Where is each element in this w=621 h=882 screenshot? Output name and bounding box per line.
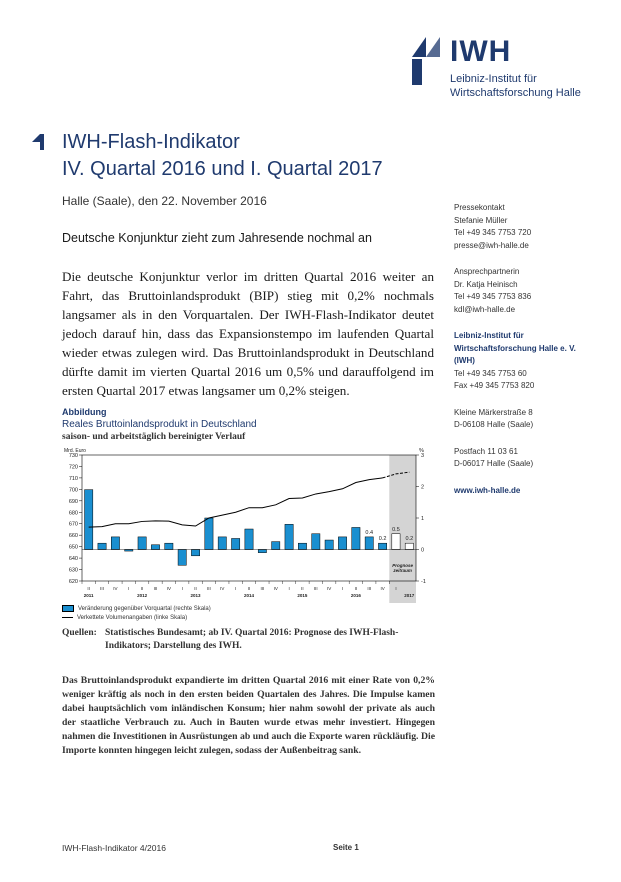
- iwh-logo: [412, 35, 592, 110]
- press-contact: [454, 202, 614, 252]
- figure-sources: [62, 627, 437, 653]
- legend-bar-label: Veränderung gegenüber Vorquartal (rechte Skala): [78, 605, 211, 612]
- quarter-label: II: [354, 586, 358, 591]
- footer-page-number: Seite 1: [333, 843, 359, 852]
- forecast-label-line-1: Prognose: [392, 563, 414, 568]
- contact-column: [454, 202, 614, 511]
- growth-bar: [298, 543, 306, 549]
- year-label: 2011: [83, 593, 94, 598]
- left-tick-label: 690: [68, 498, 78, 505]
- postbox: Postfach 11 03 61: [454, 446, 518, 456]
- growth-bar: [285, 524, 293, 549]
- left-tick-label: 650: [68, 544, 78, 551]
- quarter-label: I: [235, 586, 237, 591]
- growth-bar: [405, 543, 413, 549]
- sources-text: Statistisches Bundesamt; ab IV. Quartal 2016: Prognose des IWH-Flash-Indikators; Darstellung des IWH.: [105, 628, 399, 651]
- growth-bar: [272, 542, 280, 550]
- growth-bar: [125, 550, 133, 552]
- institute-fax: Fax +49 345 7753 820: [454, 381, 535, 390]
- quarter-label: I: [395, 586, 397, 591]
- quarter-label: IV: [327, 586, 332, 591]
- quarter-label: IV: [113, 586, 118, 591]
- year-label: 2015: [297, 593, 308, 598]
- legend-line-label: Verkettete Volumenangaben (linke Skala): [77, 614, 188, 621]
- partner-tel: Tel +49 345 7753 836: [454, 292, 532, 301]
- legend-line-swatch: [62, 617, 73, 618]
- quarter-label: II: [247, 586, 251, 591]
- headline: Deutsche Konjunktur zieht zum Jahresende nochmal an: [62, 231, 372, 245]
- partner-mail[interactable]: kdl@iwh-halle.de: [454, 304, 516, 314]
- quarter-label: I: [181, 586, 183, 591]
- quarter-label: IV: [166, 586, 171, 591]
- left-tick-label: 680: [68, 510, 78, 517]
- quarter-label: I: [128, 586, 130, 591]
- postcity: D-06017 Halle (Saale): [454, 459, 534, 468]
- bar-data-label: 0.4: [365, 529, 374, 536]
- growth-bar: [392, 534, 400, 550]
- bar-data-label: 0.5: [392, 526, 400, 533]
- left-tick-label: 670: [68, 521, 78, 528]
- left-axis-unit: Mrd. Euro: [64, 448, 86, 454]
- growth-bar: [378, 543, 386, 549]
- year-label: 2013: [190, 593, 201, 598]
- figure-title: Reales Bruttoinlandsprodukt in Deutschland: [62, 419, 257, 430]
- growth-bar: [312, 534, 320, 550]
- partner-contact: [454, 266, 614, 316]
- growth-bar: [151, 545, 159, 550]
- partner-name: Dr. Katja Heinisch: [454, 279, 518, 289]
- growth-bar: [325, 540, 333, 549]
- quarter-label: II: [194, 586, 197, 591]
- growth-bar: [231, 538, 239, 549]
- press-tel: Tel +49 345 7753 720: [454, 228, 532, 237]
- institute-tel: Tel +49 345 7753 60: [454, 368, 527, 378]
- growth-bar: [352, 527, 360, 549]
- growth-bar: [191, 550, 199, 556]
- gdp-chart: [58, 443, 438, 623]
- right-tick-label: 2: [421, 484, 425, 491]
- city: D-06108 Halle (Saale): [454, 420, 534, 429]
- quarter-label: IV: [273, 586, 278, 591]
- logo-wordmark: IWH: [450, 35, 512, 68]
- legend-item-level: [62, 613, 211, 622]
- right-axis-unit: %: [419, 448, 424, 454]
- quarter-label: II: [87, 586, 90, 591]
- left-tick-label: 640: [68, 556, 78, 563]
- dateline: Halle (Saale), den 22. November 2016: [62, 194, 267, 208]
- press-label: Pressekontakt: [454, 203, 505, 212]
- footer-publication: IWH-Flash-Indikator 4/2016: [62, 843, 166, 853]
- quarter-label: II: [140, 586, 144, 591]
- year-label: 2012: [137, 593, 148, 598]
- left-tick-label: 730: [68, 453, 78, 459]
- level-line: [89, 478, 383, 527]
- page-title-line-2: IV. Quartal 2016 und I. Quartal 2017: [62, 158, 383, 180]
- growth-bar: [365, 537, 373, 550]
- quarter-label: I: [341, 586, 344, 591]
- quarter-label: III: [313, 586, 318, 591]
- quarter-label: III: [260, 586, 265, 591]
- forecast-label-line-2: zeitraum: [393, 568, 412, 573]
- year-label: 2017: [404, 593, 415, 598]
- growth-bar: [178, 550, 186, 566]
- growth-bar: [205, 518, 213, 550]
- postal-address: [454, 446, 614, 471]
- growth-bar: [111, 537, 119, 550]
- quarter-label: III: [367, 586, 372, 591]
- quarter-label: III: [100, 586, 104, 591]
- growth-bar: [245, 529, 253, 549]
- legend-bar-swatch: [62, 605, 74, 612]
- street-address: [454, 407, 614, 432]
- plot-frame: [82, 455, 416, 581]
- street: Kleine Märkerstraße 8: [454, 407, 533, 417]
- title-mark-icon: [32, 134, 46, 150]
- bar-data-label: 0.2: [405, 536, 414, 543]
- page-title-line-1: IWH-Flash-Indikator: [62, 131, 240, 153]
- year-label: 2016: [350, 593, 361, 598]
- legend-item-growth: [62, 604, 211, 613]
- growth-bar: [218, 537, 226, 550]
- logo-mark-icon: [412, 37, 446, 85]
- bar-data-label: 0.2: [378, 536, 387, 543]
- growth-bar: [138, 537, 146, 550]
- chart-legend: [62, 604, 211, 622]
- quarter-label: II: [301, 586, 304, 591]
- body-paragraph: Das Bruttoinlandsprodukt expandierte im dritten Quartal 2016 mit einer Rate von 0,2% weniger kräftig als noch in den ersten beiden Quartalen des Jahres. Die Impulse kamen dabei hauptsächlich vom inländischen Konsum; hier nahm sowohl der private als auch der staatliche Verbrauch zu. Auch in Bauten wurde etwas mehr investiert. Hingegen nahmen die Investitionen in Ausrüstungen ab und auch die Exporte waren rückläufig. Die Importe konnten hingegen leicht zulegen, sodass der Außenbeitrag sank.: [62, 675, 435, 757]
- left-tick-label: 710: [68, 475, 78, 482]
- website: [454, 485, 614, 498]
- quarter-label: III: [207, 586, 211, 591]
- institute-line-2: Wirtschaftsforschung Halle e. V.: [454, 343, 576, 353]
- institute-line-3: (IWH): [454, 356, 475, 365]
- left-tick-label: 700: [68, 487, 78, 494]
- figure-label: Abbildung: [62, 407, 107, 417]
- logo-line-2: Wirtschaftsforschung Halle: [450, 87, 581, 99]
- growth-bar: [98, 543, 106, 549]
- right-tick-label: 3: [421, 453, 425, 459]
- website-link[interactable]: www.iwh-halle.de: [454, 485, 521, 495]
- growth-bar: [338, 537, 346, 550]
- quarter-label: III: [153, 586, 158, 591]
- partner-label: Ansprechpartnerin: [454, 267, 520, 276]
- right-tick-label: -1: [421, 579, 426, 585]
- institute-contact: [454, 330, 614, 393]
- left-tick-label: 620: [68, 579, 78, 585]
- right-tick-label: 0: [421, 547, 425, 554]
- growth-bar: [165, 543, 173, 549]
- press-name: Stefanie Müller: [454, 215, 508, 225]
- press-mail[interactable]: presse@iwh-halle.de: [454, 240, 529, 250]
- lead-paragraph: Die deutsche Konjunktur verlor im dritten Quartal 2016 weiter an Fahrt, das Bruttoinlandsprodukt (BIP) stieg mit 0,2% nochmals langsamer als in den Vorquartalen. Der IWH-Flash-Indikator deutet jedoch darauf hin, dass das Expansionstempo im laufenden Quartal wieder etwas zulegen wird. Das Bruttoinlandsprodukt in Deutschland dürfte damit im vierten Quartal 2016 um 0,5% und darauffolgend im ersten Quartal 2017 etwas langsamer um 0,2% steigen.: [62, 269, 434, 398]
- right-tick-label: 1: [421, 516, 425, 522]
- left-tick-label: 630: [68, 567, 78, 574]
- growth-bar: [258, 550, 266, 553]
- quarter-label: IV: [220, 586, 225, 591]
- institute-line-1: Leibniz-Institut für: [454, 331, 524, 340]
- logo-line-1: Leibniz-Institut für: [450, 73, 537, 85]
- growth-bar: [85, 490, 93, 550]
- figure-subtitle: saison- und arbeitstäglich bereinigter Verlauf: [62, 432, 246, 442]
- quarter-label: I: [288, 586, 290, 591]
- left-tick-label: 660: [68, 533, 78, 540]
- quarter-label: IV: [380, 586, 385, 591]
- year-label: 2014: [243, 593, 255, 598]
- left-tick-label: 720: [68, 464, 78, 471]
- sources-label: Quellen:: [62, 628, 97, 638]
